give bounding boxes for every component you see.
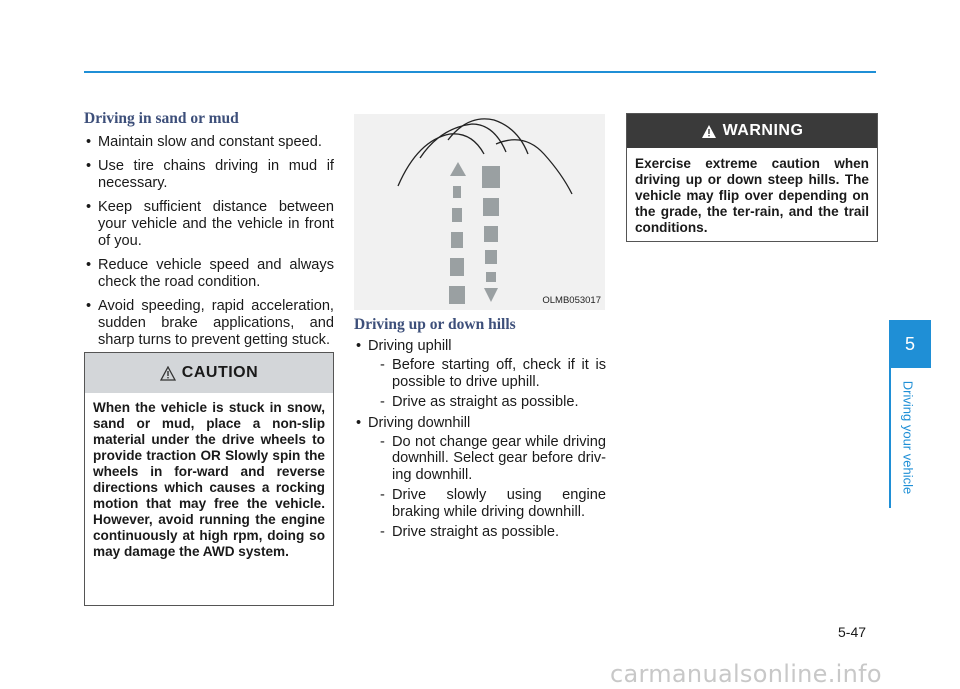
warning-text: Exercise extreme caution when driving up or down steep hills. The vehicle may flip over depending on the grade, the ter-rain, and the trail conditions.	[635, 156, 869, 235]
sand-mud-heading: Driving in sand or mud	[84, 110, 239, 127]
chapter-tab	[889, 320, 931, 368]
sand-mud-section	[84, 110, 334, 356]
page-number: 5-47	[838, 624, 867, 640]
downhill-label: Driving downhill	[368, 414, 471, 431]
caution-box	[84, 352, 334, 606]
chapter-title-text: Driving your vehicle	[900, 380, 916, 495]
list-item	[354, 338, 606, 411]
header-rule	[84, 71, 876, 73]
chapter-title	[901, 372, 915, 502]
sand-mud-list	[84, 134, 334, 349]
hill-slope-diagram	[354, 114, 605, 310]
watermark: carmanualsonline.info	[610, 660, 882, 688]
hills-heading: Driving up or down hills	[354, 316, 516, 333]
uphill-arrow	[449, 162, 466, 304]
list-item: • Keep sufficient distance between your vehicle and the vehicle in front of you.	[84, 199, 334, 250]
caution-title: CAUTION	[181, 364, 259, 381]
list-item: • Maintain slow and constant speed.	[84, 134, 334, 151]
list-item: • Reduce vehicle speed and always check the road condition.	[84, 257, 334, 291]
figure-code: OLMB053017	[542, 295, 601, 306]
dash-item: - Drive as straight as possible.	[368, 394, 606, 411]
uphill-label: Driving uphill	[368, 338, 452, 354]
warning-box	[626, 113, 878, 242]
dash-item: - Before starting off, check if it is possible to drive uphill.	[368, 357, 606, 390]
list-item: • Use tire chains driving in mud if necessary.	[84, 158, 334, 192]
chapter-number: 5	[904, 333, 915, 354]
caution-text: When the vehicle is stuck in snow, sand or mud, place a non-slip material under the drive wheels to provide traction OR Slowly spin the wheels in for-ward and reverse directions which causes a rocking motion that may free the vehicle. However, avoid running the engine continuously at high rpm, doing so may damage the AWD system.	[93, 400, 325, 559]
warning-triangle-icon	[160, 366, 176, 381]
dash-item: - Drive slowly using engine braking while driving downhill.	[368, 487, 606, 520]
hill-illustration	[354, 114, 605, 310]
hills-list	[354, 338, 606, 541]
caution-header	[85, 353, 333, 393]
dash-item: - Do not change gear while driving downhill. Select gear before driv-ing downhill.	[368, 434, 606, 484]
list-item: • Avoid speeding, rapid acceleration, sudden brake applications, and sharp turns to prevent getting stuck.	[84, 298, 334, 349]
warning-header	[627, 114, 877, 148]
hills-section	[354, 316, 606, 545]
downhill-arrow	[482, 166, 500, 302]
dash-item: - Drive straight as possible.	[368, 524, 606, 541]
warning-title: WARNING	[722, 122, 804, 139]
list-item	[354, 415, 606, 541]
warning-triangle-icon	[701, 124, 717, 139]
chapter-rule	[889, 368, 891, 508]
